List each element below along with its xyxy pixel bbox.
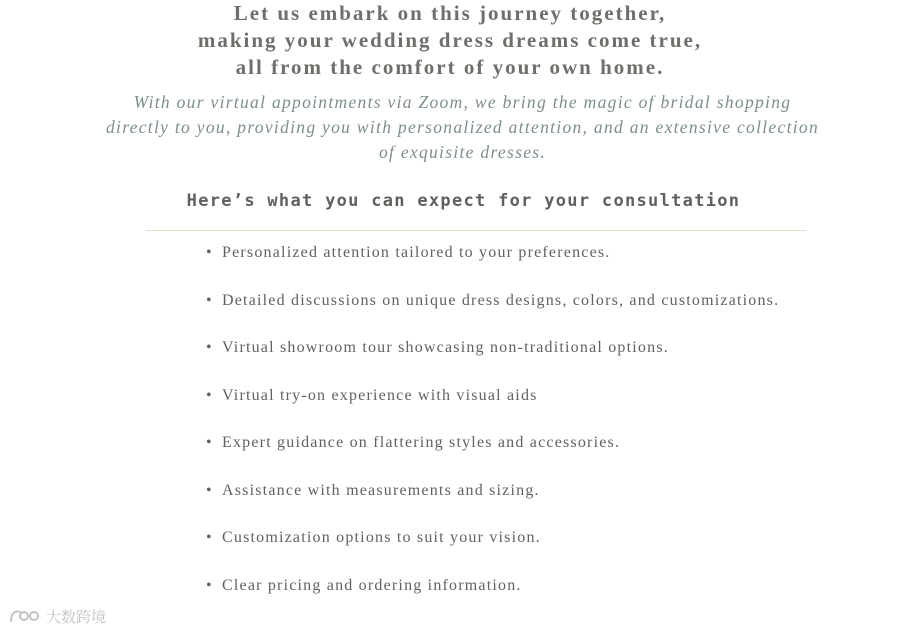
list-item (206, 526, 782, 550)
list-item (206, 336, 782, 360)
bullet-icon: • (206, 481, 213, 499)
list-item-text: Personalized attention tailored to your preferences. (222, 244, 611, 261)
watermark (8, 604, 106, 628)
bullet-icon: • (206, 576, 213, 594)
list-item-text: Clear pricing and ordering information. (222, 576, 522, 594)
consultation-list (206, 241, 782, 621)
bullet-icon: • (206, 386, 213, 404)
bullet-icon: • (206, 291, 213, 309)
section-divider (146, 230, 806, 231)
brand-logo-icon (8, 607, 42, 625)
list-item-text: Virtual showroom tour showcasing non-traditional options. (222, 339, 669, 356)
list-item (206, 574, 782, 598)
watermark-text: 大数跨境 (46, 607, 107, 626)
bullet-icon: • (206, 529, 213, 546)
list-item (206, 289, 782, 313)
list-item (206, 431, 782, 455)
list-item-text: Detailed discussions on unique dress designs, colors, and customizations. (222, 291, 780, 309)
list-item-text: Expert guidance on flattering styles and accessories. (222, 434, 621, 451)
headline-line-2: making your wedding dress dreams come true, (197, 28, 703, 52)
headline-line-3: all from the comfort of your own home. (235, 55, 665, 79)
intro-paragraph: With our virtual appointments via Zoom, we bring the magic of bridal shopping directly to you, providing you with personalized attention, and an extensive collection of exquisite dresses. (106, 92, 819, 162)
list-item (206, 384, 782, 408)
list-item (206, 479, 782, 503)
list-item-text: Virtual try-on experience with visual aids (222, 386, 538, 404)
bullet-icon: • (206, 339, 213, 356)
list-item (206, 241, 782, 265)
headline-line-1: Let us embark on this journey together, (233, 1, 667, 25)
bullet-icon: • (206, 434, 213, 451)
list-item-text: Assistance with measurements and sizing. (222, 481, 540, 499)
bullet-icon: • (206, 244, 213, 261)
consultation-heading: Here’s what you can expect for your consultation (186, 191, 741, 211)
list-item-text: Customization options to suit your vision. (222, 529, 541, 546)
headline (0, 0, 900, 81)
